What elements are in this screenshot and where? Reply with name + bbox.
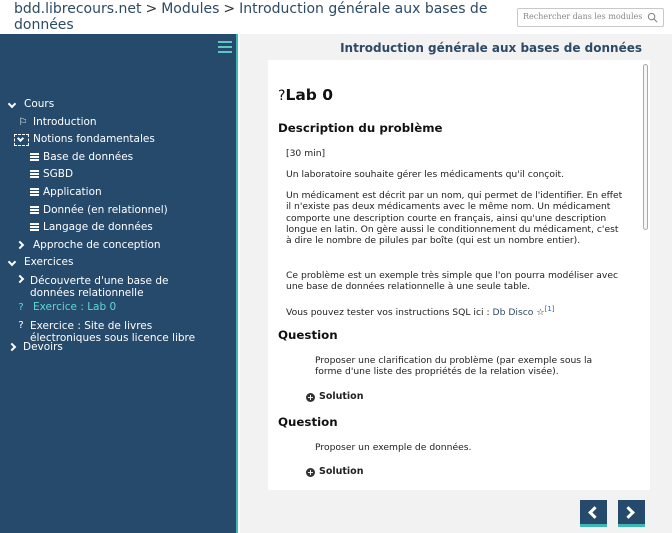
plus-icon: +: [307, 393, 314, 402]
sidebar-nav: [0, 96, 236, 356]
document-icon: [28, 184, 40, 203]
breadcrumb-separator: >: [145, 1, 158, 17]
sidebar-item-label: Devoirs: [23, 340, 63, 353]
solution-toggle[interactable]: [306, 391, 363, 402]
sidebar-item-introduction[interactable]: [0, 114, 236, 132]
sidebar-item-label: Approche de conception: [33, 238, 161, 251]
content-panel: [268, 60, 650, 490]
sidebar-item-label: Langage de données: [43, 221, 153, 234]
document-icon: [28, 149, 40, 168]
paragraph-intro: Un laboratoire souhaite gérer les médicaments qu'il conçoit.: [286, 169, 565, 180]
sidebar-item-langage-de-donnees[interactable]: [0, 219, 236, 237]
sidebar-item-decouverte[interactable]: [0, 272, 236, 299]
chevron-down-icon: [14, 134, 29, 146]
lab-heading: [278, 86, 334, 104]
flag-icon: ⚐: [18, 116, 28, 128]
sidebar-item-label: Application: [43, 185, 102, 198]
sidebar-item-label: Notions fondamentales: [33, 133, 155, 146]
sidebar-item-exercices[interactable]: [0, 254, 236, 272]
paragraph-example: Ce problème est un exemple très simple que l'on pourra modéliser avec une base de données relationnelle à une seule table.: [286, 270, 619, 293]
sidebar-item-label: Donnée (en relationnel): [43, 203, 168, 216]
footnote-link[interactable]: [1]: [544, 305, 555, 313]
sidebar: [0, 34, 238, 533]
section-title: Description du problème: [278, 121, 443, 135]
chevron-right-icon: [14, 237, 26, 255]
sidebar-item-cours[interactable]: [0, 96, 236, 114]
sidebar-item-label: Exercice : Site de livres électroniques sous licence libre: [30, 319, 196, 344]
header: [0, 0, 672, 34]
sidebar-item-label: Découverte d'une base de données relationnelle: [30, 274, 169, 299]
question-title: Question: [278, 328, 338, 342]
sidebar-item-lab0[interactable]: [0, 299, 236, 317]
paragraph-duration: [30 min]: [286, 148, 326, 159]
chevron-right-icon: [622, 506, 635, 519]
sidebar-item-label: Exercice : Lab 0: [33, 300, 117, 313]
sidebar-item-label: Cours: [24, 98, 55, 110]
sidebar-item-application[interactable]: [0, 184, 236, 202]
solution-label: Solution: [319, 466, 364, 477]
sql-text: Vous pouvez tester vos instructions SQL ici :: [286, 307, 493, 319]
sidebar-item-label: Introduction: [33, 115, 97, 128]
document-icon: [28, 202, 40, 221]
paragraph-sql: [286, 304, 626, 318]
plus-icon: +: [307, 468, 314, 477]
chevron-right-icon: [6, 339, 18, 357]
solution-toggle[interactable]: [306, 466, 363, 477]
sidebar-item-label: Exercices: [24, 256, 74, 269]
solution-label: Solution: [319, 391, 364, 402]
dbdisco-link[interactable]: Db Disco: [492, 307, 534, 319]
breadcrumb-site-link[interactable]: bdd.librecours.net: [14, 1, 142, 17]
question-text: Proposer une clarification du problème (par exemple sous la forme d'une liste des propriétés de la relation visée).: [315, 355, 593, 378]
chevron-down-icon: [6, 96, 18, 114]
search-placeholder: Rechercher dans les modules: [523, 12, 643, 21]
sidebar-item-notions-fondamentales[interactable]: [0, 131, 236, 149]
chevron-down-icon: [6, 254, 18, 272]
main-area: [240, 34, 672, 533]
question-icon: ?: [278, 88, 286, 104]
paragraph-description: Un médicament est décrit par un nom, qui permet de l'identifier. En effet il n'existe pas deux médicaments avec le même nom. Un médicament comporte une description courte en français, ainsi qu'une description longue en latin. On gère aussi le conditionnement du médicament, c'est à dire le nombre de pilules par boîte (qui est un nombre entier).: [286, 190, 623, 247]
sidebar-item-devoirs[interactable]: [0, 339, 236, 357]
document-icon: [28, 219, 40, 238]
search-input[interactable]: [517, 8, 664, 27]
document-icon: [28, 166, 40, 185]
question-title: Question: [278, 415, 338, 429]
chevron-right-icon: [14, 274, 26, 286]
sidebar-item-label: SGBD: [43, 168, 74, 181]
breadcrumb: [14, 1, 494, 33]
page-title: Introduction générale aux bases de données: [340, 41, 642, 55]
sidebar-item-donnee[interactable]: [0, 202, 236, 220]
breadcrumb-modules-link[interactable]: Modules: [161, 1, 220, 17]
search-icon[interactable]: [647, 12, 658, 23]
question-icon: ?: [18, 301, 24, 313]
chevron-left-icon: [588, 506, 601, 519]
sidebar-item-label: Base de données: [43, 150, 134, 163]
menu-icon[interactable]: [218, 41, 232, 53]
breadcrumb-separator: >: [223, 1, 236, 17]
question-icon: ?: [18, 319, 24, 331]
lab-title: Lab 0: [285, 86, 334, 104]
sidebar-item-approche-de-conception[interactable]: [0, 237, 236, 255]
sidebar-item-sgbd[interactable]: [0, 166, 236, 184]
previous-button[interactable]: [580, 500, 607, 527]
next-button[interactable]: [618, 500, 645, 527]
star-icon: ☆: [536, 307, 545, 319]
breadcrumb-current: Introduction générale aux bases de données: [14, 1, 488, 33]
question-text: Proposer un exemple de données.: [315, 442, 472, 453]
scrollbar[interactable]: [643, 64, 648, 230]
sidebar-item-base-de-donnees[interactable]: [0, 149, 236, 167]
